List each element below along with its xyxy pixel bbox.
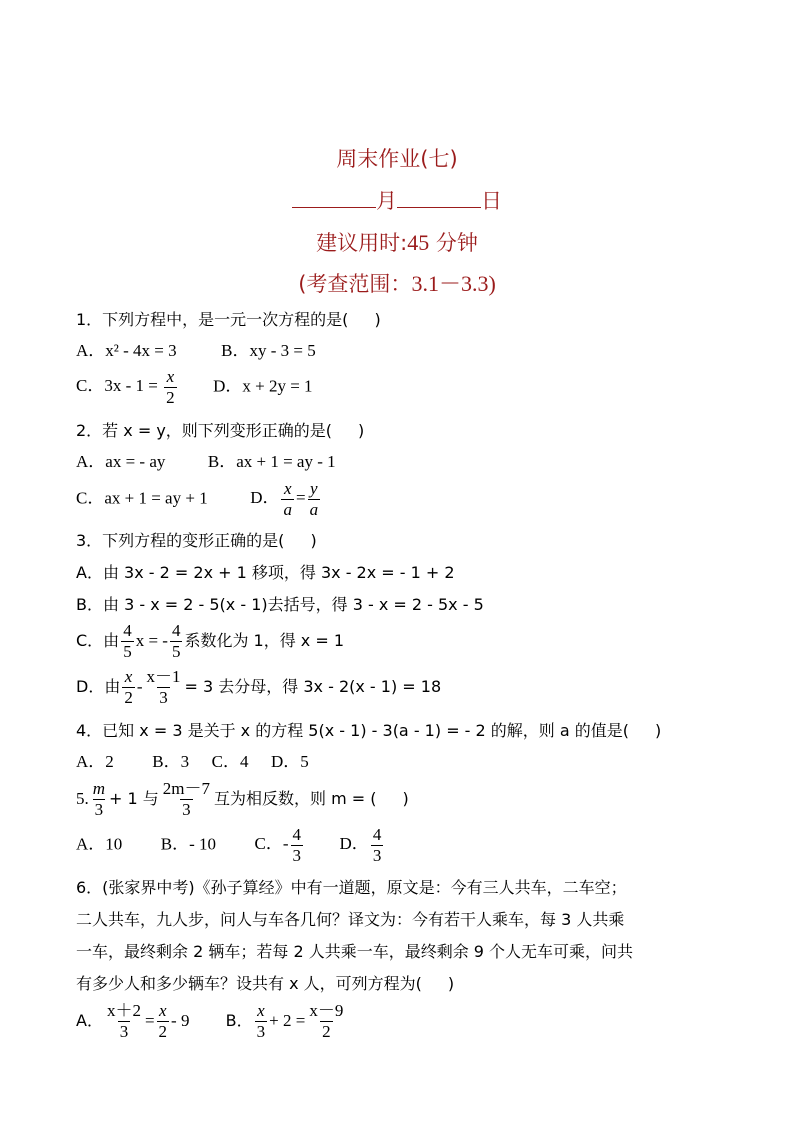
q3-close: ) bbox=[310, 531, 317, 550]
q6-b-mid: + 2 = bbox=[269, 1011, 306, 1030]
q3-d-post: = 3 去分母，得 3x - 2(x - 1) = 18 bbox=[184, 677, 442, 696]
suggested-time bbox=[0, 230, 794, 256]
question-6-line-2 bbox=[76, 910, 624, 930]
numerator: m bbox=[92, 779, 106, 798]
numerator: 2m－7 bbox=[162, 779, 211, 798]
q3-c-mid: x = - bbox=[135, 631, 168, 650]
denominator: 3 bbox=[292, 846, 302, 865]
numerator: x bbox=[159, 1001, 167, 1020]
day-label: 日 bbox=[481, 189, 502, 213]
q5-post: 互为相反数，则 m = ( bbox=[214, 789, 377, 808]
numerator: 4 bbox=[171, 621, 181, 640]
q1-option-c[interactable] bbox=[76, 367, 183, 407]
question-1-stem bbox=[76, 310, 381, 330]
fraction bbox=[371, 826, 384, 865]
denominator: 3 bbox=[372, 846, 382, 865]
time-label: 建议用时: bbox=[316, 231, 408, 255]
q3-b-text: B．由 3 - x = 2 - 5(x - 1)去括号，得 3 - x = 2 - 5x - 5 bbox=[76, 595, 484, 614]
denominator: a bbox=[283, 500, 292, 519]
q5-option-c[interactable] bbox=[254, 825, 306, 865]
fraction bbox=[170, 622, 183, 661]
q4-option-c[interactable]: C．4 bbox=[211, 752, 249, 771]
denominator: 3 bbox=[159, 688, 168, 707]
fraction bbox=[91, 780, 107, 819]
question-1-options-cd bbox=[76, 368, 313, 407]
question-2-stem bbox=[76, 421, 364, 441]
q3-c-label: C．由 bbox=[76, 631, 120, 650]
minus-sign: - bbox=[136, 677, 143, 696]
q3-c-post: 系数化为 1，得 x = 1 bbox=[184, 631, 345, 650]
month-blank[interactable] bbox=[292, 189, 376, 208]
q6-text-4: 有多少人和多少辆车？设共有 x 人，可列方程为( bbox=[76, 974, 422, 993]
fraction bbox=[121, 622, 134, 661]
q5-mid: + 1 与 bbox=[109, 789, 159, 808]
question-6-options bbox=[76, 1002, 347, 1041]
day-blank[interactable] bbox=[397, 189, 481, 208]
fraction bbox=[307, 1002, 345, 1041]
q5-number: 5. bbox=[76, 789, 89, 808]
time-value: 45 bbox=[407, 230, 430, 255]
numerator: 4 bbox=[123, 621, 132, 640]
title-text: 周末作业(七) bbox=[336, 147, 458, 171]
date-line bbox=[0, 188, 794, 214]
q3-option-b[interactable] bbox=[76, 595, 484, 615]
q5-option-d[interactable] bbox=[339, 825, 386, 865]
denominator: 5 bbox=[123, 642, 132, 661]
q2-option-b[interactable]: B．ax + 1 = ay - 1 bbox=[207, 452, 336, 471]
q3-stem-text: 3．下列方程的变形正确的是( bbox=[76, 531, 285, 550]
fraction bbox=[281, 480, 294, 519]
q3-a-text: A．由 3x - 2 = 2x + 1 移项，得 3x - 2x = - 1 + 2 bbox=[76, 563, 455, 582]
denominator: 2 bbox=[322, 1022, 331, 1041]
q1-stem-text: 1．下列方程中，是一元一次方程的是( bbox=[76, 310, 349, 329]
q6-text-1: 6．(张家界中考)《孙子算经》中有一道题，原文是：今有三人共车，二车空； bbox=[76, 878, 627, 897]
q3-option-c[interactable] bbox=[76, 622, 344, 661]
fraction bbox=[255, 1002, 268, 1041]
question-4-options bbox=[76, 752, 309, 772]
q4-close: ) bbox=[655, 721, 662, 740]
q2-option-c[interactable]: C．ax + 1 = ay + 1 bbox=[76, 488, 208, 508]
denominator: 5 bbox=[171, 642, 181, 661]
fraction bbox=[161, 780, 212, 819]
q4-stem-text: 4．已知 x = 3 是关于 x 的方程 5(x - 1) - 3(a - 1) = - 2 的解，则 a 的值是( bbox=[76, 721, 630, 740]
q6-option-a[interactable] bbox=[76, 1001, 190, 1041]
numerator: x bbox=[166, 367, 175, 386]
denominator: 3 bbox=[94, 800, 104, 819]
q5-option-a[interactable]: A．10 bbox=[76, 834, 123, 854]
fraction bbox=[157, 1002, 170, 1041]
q1-option-b[interactable]: B．xy - 3 = 5 bbox=[221, 341, 316, 360]
month-label: 月 bbox=[376, 189, 397, 213]
q6-b-label: B． bbox=[225, 1011, 253, 1030]
numerator: x bbox=[257, 1001, 265, 1020]
page-title bbox=[0, 146, 794, 172]
fraction bbox=[145, 668, 183, 707]
q5-d-label: D． bbox=[339, 834, 369, 854]
q2-close: ) bbox=[358, 421, 365, 440]
question-5-stem bbox=[76, 780, 409, 819]
question-2-options-cd bbox=[76, 480, 322, 519]
q2-option-d[interactable] bbox=[250, 479, 322, 519]
numerator: x－9 bbox=[309, 1001, 344, 1020]
q4-option-a[interactable]: A．2 bbox=[76, 752, 114, 771]
numerator: 4 bbox=[292, 825, 302, 844]
denominator: 3 bbox=[182, 800, 191, 819]
q3-option-d[interactable] bbox=[76, 668, 441, 707]
scope-value: 3.1－3.3) bbox=[411, 271, 496, 296]
q6-a-post: - 9 bbox=[171, 1011, 190, 1030]
q5-c-label: C．- bbox=[254, 834, 289, 854]
fraction bbox=[164, 368, 177, 407]
question-3-stem bbox=[76, 531, 317, 551]
q1-option-a[interactable]: A．x² - 4x = 3 bbox=[76, 341, 177, 360]
q6-a-label: A． bbox=[76, 1011, 103, 1030]
q1-option-d[interactable]: D．x + 2y = 1 bbox=[213, 376, 313, 396]
exam-scope bbox=[0, 271, 794, 297]
denominator: 2 bbox=[166, 388, 175, 407]
q4-option-b[interactable]: B．3 bbox=[152, 752, 190, 771]
equals-sign: = bbox=[144, 1011, 155, 1030]
fraction bbox=[291, 826, 304, 865]
denominator: a bbox=[309, 500, 319, 519]
denominator: 2 bbox=[158, 1022, 168, 1041]
q3-option-a[interactable] bbox=[76, 563, 455, 583]
question-4-stem bbox=[76, 721, 661, 741]
q6-option-b[interactable] bbox=[225, 1001, 348, 1041]
q5-close: ) bbox=[402, 789, 409, 808]
equals-sign: = bbox=[295, 488, 306, 508]
q5-option-b[interactable]: B．- 10 bbox=[160, 834, 217, 854]
question-1-options-ab bbox=[76, 341, 316, 361]
denominator: 2 bbox=[124, 688, 133, 707]
q2-stem-text: 2．若 x = y，则下列变形正确的是( bbox=[76, 421, 333, 440]
q2-option-a[interactable]: A．ax = - ay bbox=[76, 452, 166, 471]
question-2-options-ab bbox=[76, 452, 336, 472]
question-6-line-4 bbox=[76, 974, 454, 994]
fraction bbox=[122, 668, 135, 707]
numerator: x－1 bbox=[146, 667, 181, 686]
numerator: x bbox=[124, 667, 133, 686]
q4-option-d[interactable]: D．5 bbox=[270, 752, 309, 771]
time-unit: 分钟 bbox=[435, 231, 478, 255]
denominator: 3 bbox=[119, 1022, 129, 1041]
numerator: 4 bbox=[372, 825, 382, 844]
q2-d-label: D． bbox=[250, 488, 280, 508]
numerator: y bbox=[310, 479, 318, 498]
q1-c-text: C．3x - 1 = bbox=[76, 376, 158, 396]
numerator: x bbox=[283, 479, 292, 498]
q6-close: ) bbox=[447, 974, 455, 993]
denominator: 3 bbox=[256, 1022, 266, 1041]
scope-label: (考查范围： bbox=[298, 272, 412, 296]
question-5-options bbox=[76, 826, 385, 865]
q6-text-3: 一车，最终剩余 2 辆车；若每 2 人共乘一车，最终剩余 9 个人无车可乘，问共 bbox=[76, 942, 634, 961]
numerator: x＋2 bbox=[106, 1001, 141, 1020]
q1-close: ) bbox=[374, 310, 381, 329]
q6-text-2: 二人共车，九人步，问人与车各几何？译文为：今有若干人乘车，每 3 人共乘 bbox=[76, 910, 625, 929]
fraction bbox=[308, 480, 321, 519]
question-6-line-3 bbox=[76, 942, 633, 962]
q3-d-label: D．由 bbox=[76, 677, 121, 696]
fraction bbox=[105, 1002, 143, 1041]
question-6-line-1 bbox=[76, 878, 627, 898]
